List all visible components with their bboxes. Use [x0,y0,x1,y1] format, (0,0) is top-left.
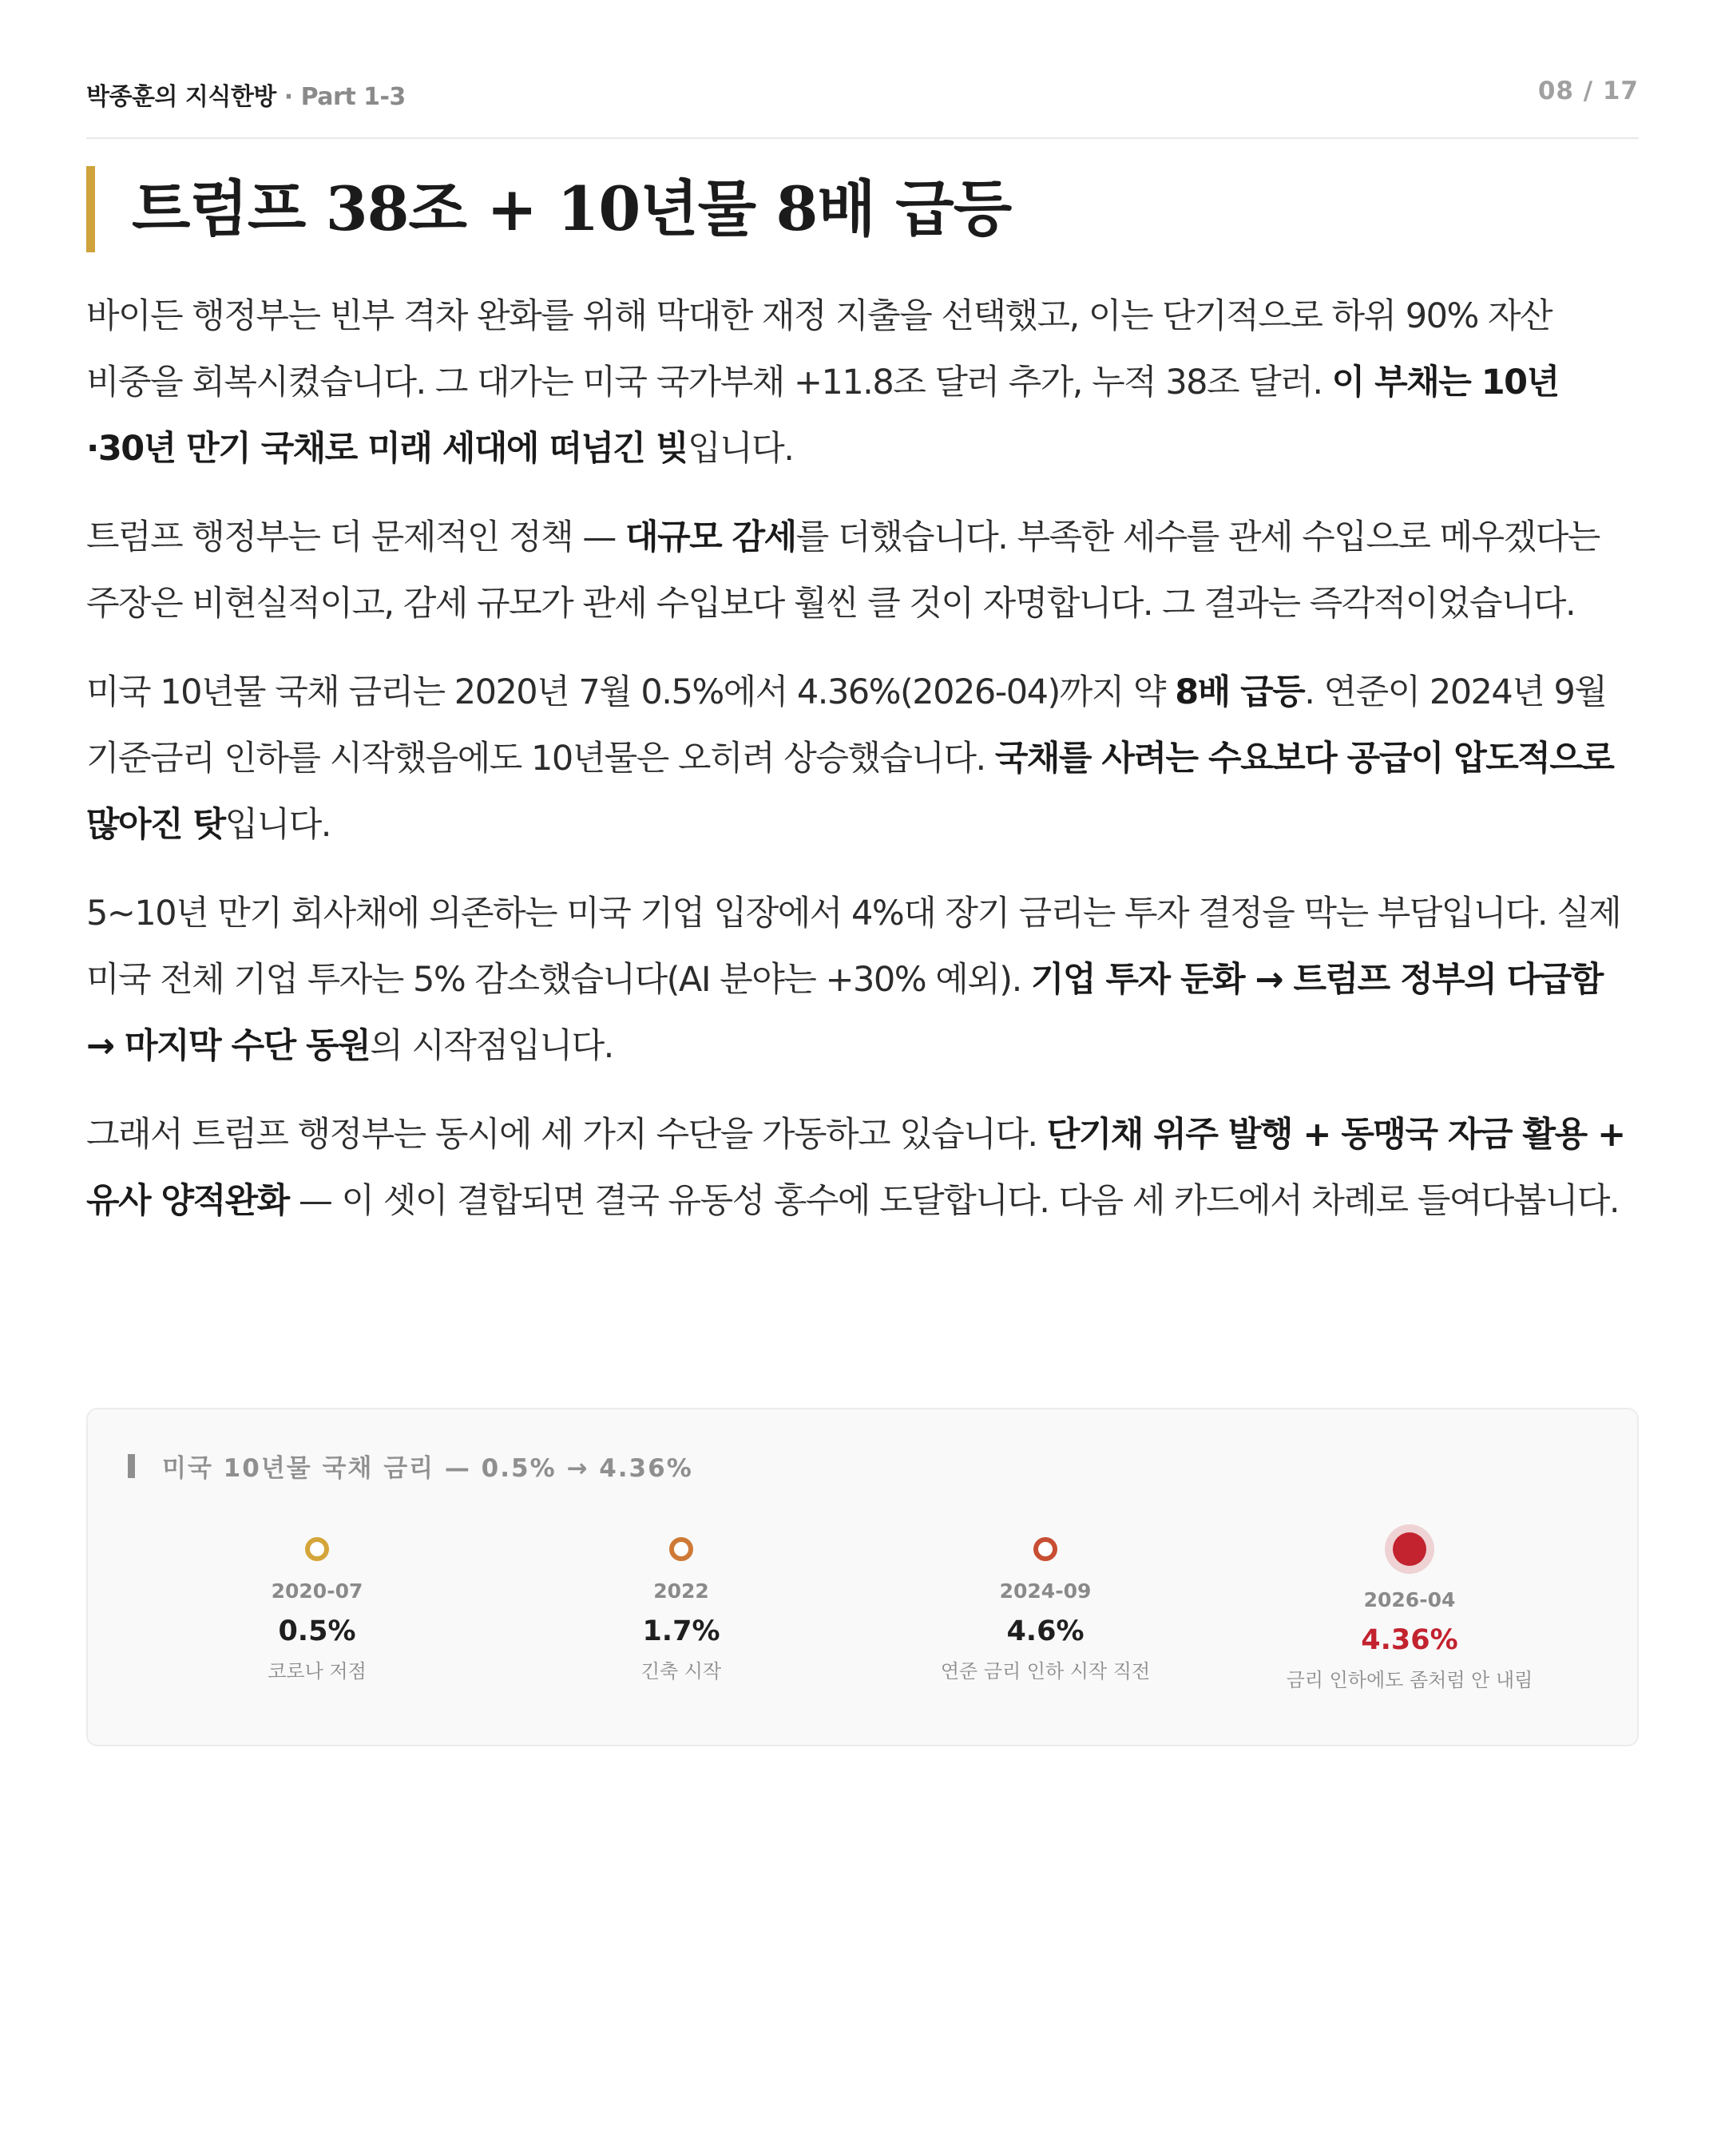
point-note-label: 긴축 시작 [640,1660,722,1682]
rate-timeline-card [86,1408,1639,1746]
rate-timeline-chart [88,1409,1640,1748]
text-segment: 미국 10년물 국채 금리는 2020년 7월 0.5%에서 4.36%(2026-04)까지 약 [86,672,1176,712]
text-segment: 입니다. [688,429,794,469]
text-segment: 바이든 행정부는 빈부 격차 완화를 위해 막대한 재정 지출을 선택했고, 이는 단기적으로 하위 90% 자산 비중을 회복시켰습니다. 그 대가는 미국 국가부채 +11.8조 달러 추가, 누적 38조 달러. [86,296,1552,402]
paragraph [86,1102,1639,1235]
card-heading-text: 미국 10년물 국채 금리 — 0.5% → 4.36% [162,1454,693,1483]
point-date-label: 2022 [653,1579,709,1603]
timeline-point [1393,1532,1426,1566]
page-title: 트럼프 38조 + 10년물 8배 급등 [132,173,1012,244]
paragraph [86,660,1639,858]
header-bar [86,77,1639,139]
emphasis-text: 8배 급등 [1175,672,1305,712]
header-brand [86,77,406,112]
emphasis-text: 대규모 감세 [625,517,796,557]
text-segment: — 이 셋이 결합되면 결국 유동성 홍수에 도달합니다. 다음 세 카드에서 차례로 들여다봅니다. [288,1181,1620,1221]
point-note-label: 코로나 저점 [268,1660,367,1682]
emphasis-text: 기업 투자 둔화 → 트럼프 정부의 다급함 → 마지막 수단 동원 [86,960,1603,1066]
title-row [86,166,1011,252]
point-note-label: 연준 금리 인하 시작 직전 [940,1660,1151,1682]
point-date-label: 2020-07 [271,1579,363,1603]
body-text [86,283,1639,1257]
timeline-point [1036,1540,1055,1559]
text-segment: 트럼프 행정부는 더 문제적인 정책 — [86,517,626,557]
timeline-point [307,1540,327,1559]
point-value-label: 0.5% [278,1615,356,1647]
point-note-label: 금리 인하에도 좀처럼 안 내림 [1286,1669,1533,1691]
paragraph [86,505,1639,637]
text-segment: 입니다. [224,805,331,845]
title-accent-bar [86,166,95,252]
emphasis-text: 국채를 사려는 수요보다 공급이 압도적으로 많아진 탓 [86,739,1614,845]
timeline-point [672,1540,691,1559]
text-segment: 5~10년 만기 회사채에 의존하는 미국 기업 입장에서 4%대 장기 금리는 투자 결정을 막는 부담입니다. 실제 미국 전체 기업 투자는 5% 감소했습니다(AI 분야는 +30% 예외). [86,894,1621,1000]
point-date-label: 2026-04 [1363,1588,1456,1611]
point-date-label: 2024-09 [999,1579,1092,1603]
paragraph [86,881,1639,1080]
point-value-label: 4.6% [1006,1615,1085,1647]
point-value-label: 1.7% [642,1615,720,1647]
brand-separator: · [276,83,301,111]
emphasis-text: 단기채 위주 발행 + 동맹국 자금 활용 + 유사 양적완화 [86,1115,1625,1221]
part-label: Part 1-3 [300,83,406,111]
text-segment: . 연준이 2024년 9월 기준금리 인하를 시작했음에도 10년물은 오히려 상승했습니다. [86,672,1607,779]
brand-name: 박종훈의 지식한방 [86,83,276,111]
paragraph [86,283,1639,482]
text-segment: 그래서 트럼프 행정부는 동시에 세 가지 수단을 가동하고 있습니다. [86,1115,1047,1155]
text-segment: 를 더했습니다. 부족한 세수를 관세 수입으로 메우겠다는 주장은 비현실적이고, 감세 규모가 관세 수입보다 훨씬 클 것이 자명합니다. 그 결과는 즉각적이었습니다. [86,517,1600,624]
emphasis-text: 이 부채는 10년·30년 만기 국채로 미래 세대에 떠넘긴 빚 [86,363,1559,469]
text-segment: 의 시작점입니다. [370,1026,613,1066]
page-counter: 08 / 17 [1537,77,1639,105]
point-value-label: 4.36% [1361,1624,1458,1656]
